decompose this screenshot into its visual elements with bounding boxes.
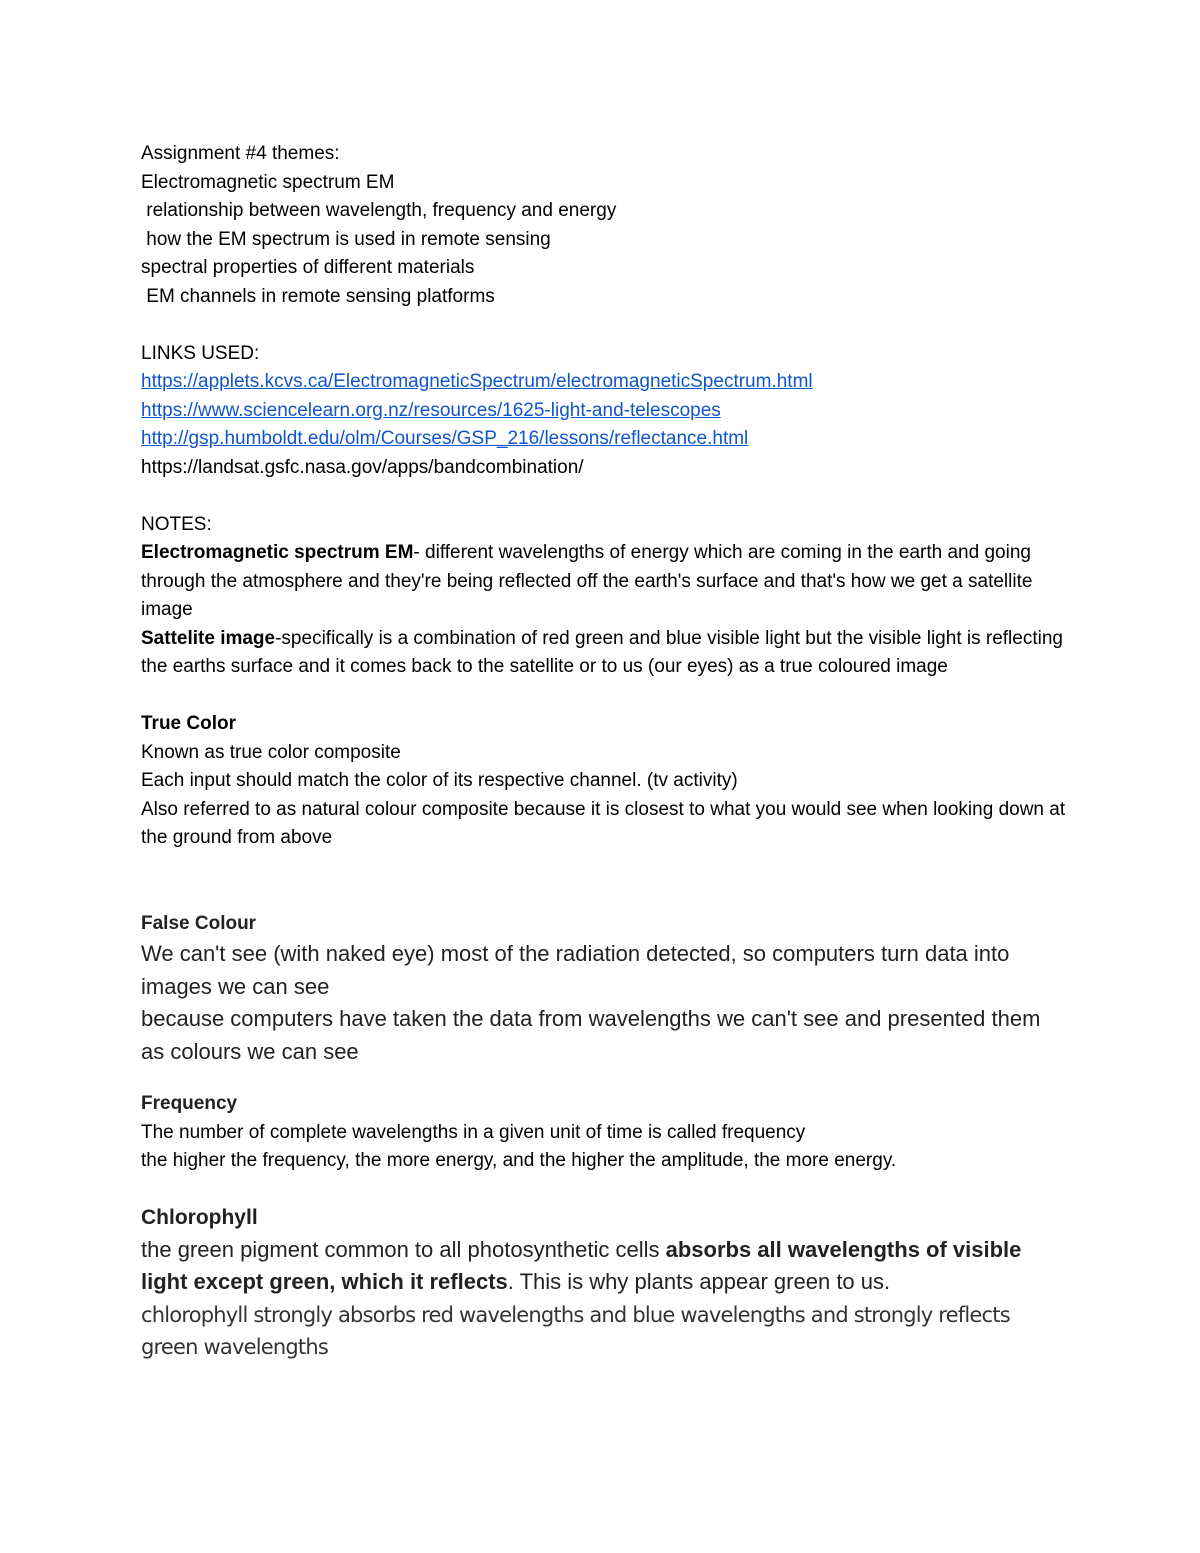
true-color-para: Also referred to as natural colour composite because it is closest to what you would see when looking down at the ground from above [141, 798, 1066, 848]
link-sciencelearn[interactable]: https://www.sciencelearn.org.nz/resources/1625-light-and-telescopes [141, 399, 721, 421]
theme-item: spectral properties of different materials [141, 257, 475, 278]
document-page [141, 140, 1066, 1364]
note-sat-term: Sattelite image [141, 627, 276, 649]
false-colour-para2: because computers have taken the data from wavelengths we can't see and presented them as colours we can see [141, 1006, 1041, 1064]
notes-heading: NOTES: [141, 513, 212, 535]
note-em-text: - different wavelengths of energy which are coming in the earth and going through the atmosphere and they're being reflected off the earth's surface and that's how we get a satellite image [141, 542, 1033, 620]
true-color-line: Each input should match the color of its respective channel. (tv activity) [141, 770, 738, 791]
landsat-url: https://landsat.gsfc.nasa.gov/apps/bandcombination/ [141, 456, 584, 478]
note-satellite [141, 625, 1066, 682]
link-humboldt[interactable]: http://gsp.humboldt.edu/olm/Courses/GSP_216/lessons/reflectance.html [141, 428, 749, 449]
theme-item: how the EM spectrum is used in remote sensing [141, 228, 551, 250]
frequency-line: the higher the frequency, the more energy, and the higher the amplitude, the more energy. [141, 1150, 897, 1171]
links-heading: LINKS USED: [141, 342, 260, 364]
true-color-line: Known as true color composite [141, 741, 401, 763]
chlorophyll-heading: Chlorophyll [141, 1205, 258, 1229]
false-colour-heading: False Colour [141, 912, 257, 934]
chlorophyll-text-start: the green pigment common to all photosynthetic cells [141, 1236, 666, 1262]
theme-item: EM channels in remote sensing platforms [141, 285, 495, 307]
false-colour-para1: We can't see (with naked eye) most of the radiation detected, so computers turn data into images we can see [141, 941, 1010, 999]
frequency-heading: Frequency [141, 1093, 238, 1114]
link-kcvs[interactable]: https://applets.kcvs.ca/ElectromagneticSpectrum/electromagneticSpectrum.html [141, 371, 813, 392]
chlorophyll-para2: chlorophyll strongly absorbs red wavelengths and blue wavelengths and strongly reflects green wavelengths [141, 1302, 1010, 1359]
true-color-heading: True Color [141, 713, 237, 734]
theme-item: Electromagnetic spectrum EM [141, 171, 395, 193]
theme-item: relationship between wavelength, frequency and energy [141, 200, 617, 221]
note-sat-text: -specifically is a combination of red green and blue visible light but the visible light is reflecting the earths surface and it comes back to the satellite or to us (our eyes) as a true coloured image [141, 627, 1063, 677]
note-em [141, 539, 1066, 625]
frequency-line: The number of complete wavelengths in a given unit of time is called frequency [141, 1121, 806, 1143]
chlorophyll-text-end: . This is why plants appear green to us. [507, 1269, 891, 1294]
themes-title: Assignment #4 themes: [141, 143, 340, 164]
chlorophyll-bold-text: absorbs all wavelengths of visible light except green, which it reflects [141, 1236, 1022, 1294]
note-em-term: Electromagnetic spectrum EM [141, 542, 414, 563]
chlorophyll-para [141, 1234, 1066, 1299]
